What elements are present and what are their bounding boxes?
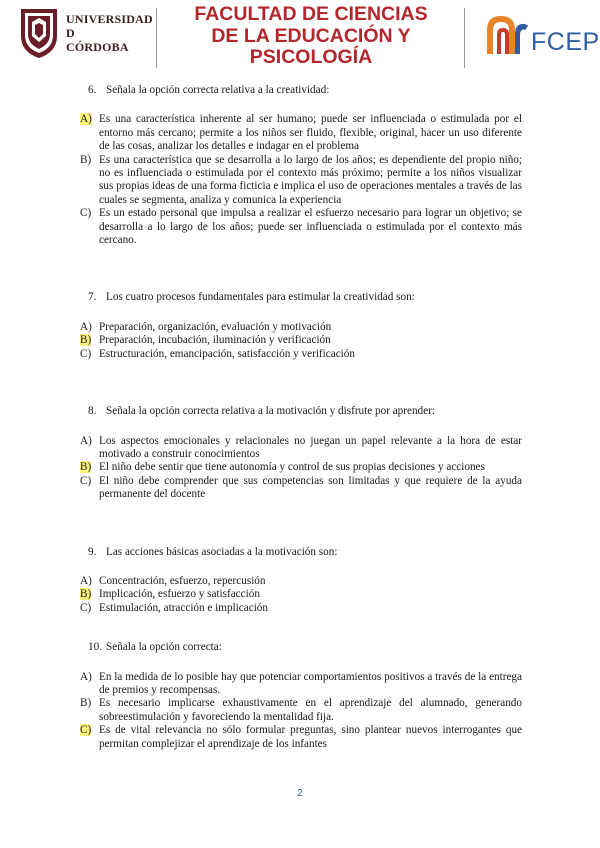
option-text: Es una característica inherente al ser humano; puede ser influenciada o estimulada por el entorno más cercano; permite a los niños ser fluido, flexible, original, hacer un uso diferente de las cosas, analizar los detalles e indagar en el problema	[99, 113, 522, 153]
university-line-2: D	[66, 26, 75, 40]
question-number: 10.	[88, 641, 102, 654]
option-letter	[80, 697, 99, 724]
option-text: Es una característica que se desarrolla a lo largo de los años; es dependiente del propio niño; no es influenciada o estimulada por el contexto más próximo; permite a los niños visualizar sus propias ideas de una forma ficticia e implica el uso de operaciones mentales a través de las cuales se segmenta, analiza y comunica la experiencia	[99, 153, 522, 206]
option-letter	[80, 475, 99, 502]
fcep-label: FCEP	[531, 28, 600, 56]
option-letter	[80, 348, 99, 361]
question-block	[80, 641, 522, 751]
option-letter	[80, 207, 99, 247]
option-letter	[80, 435, 99, 462]
question-number: 6.	[88, 84, 97, 96]
option-letter-text: C)	[80, 347, 92, 360]
question-block	[80, 84, 522, 247]
answer-option	[80, 435, 522, 462]
option-letter	[80, 334, 99, 347]
question-text: Las acciones básicas asociadas a la motivación son:	[106, 545, 338, 558]
answer-option	[80, 724, 522, 751]
question-stem	[88, 84, 522, 97]
question-block	[80, 291, 522, 361]
answer-option	[80, 113, 522, 153]
option-text: Es de vital relevancia no sólo formular preguntas, sino plantear nuevos interrogantes que permitan complejizar el aprendizaje de los infantes	[99, 724, 522, 750]
answer-option	[80, 575, 522, 588]
option-letter-text: C)	[80, 601, 92, 614]
option-letter-text: A)	[80, 670, 92, 683]
highlighted-answer-letter: B)	[80, 461, 92, 474]
option-text: Concentración, esfuerzo, repercusión	[99, 574, 266, 587]
option-letter	[80, 588, 99, 601]
answer-option	[80, 348, 522, 361]
highlighted-answer-letter: C)	[80, 724, 92, 737]
option-letter	[80, 321, 99, 334]
answer-option	[80, 207, 522, 247]
question-list	[80, 84, 522, 751]
university-line-3: CÓRDOBA	[66, 40, 129, 54]
question-text: Señala la opción correcta:	[106, 641, 222, 654]
highlighted-answer-letter: A)	[80, 113, 92, 126]
option-letter-text: A)	[80, 574, 92, 587]
question-number: 7.	[88, 291, 97, 304]
answer-option	[80, 461, 522, 474]
answer-option	[80, 154, 522, 208]
question-text: Señala la opción correcta relativa a la motivación y disfrute por aprender:	[106, 405, 435, 418]
option-letter-text: A)	[80, 434, 92, 447]
question-block	[80, 405, 522, 501]
university-line-1: UNIVERSIDAD	[66, 12, 153, 26]
answer-option	[80, 588, 522, 601]
faculty-title	[168, 4, 454, 69]
option-letter	[80, 575, 99, 588]
option-text: El niño debe sentir que tiene autonomía y control de sus propias decisiones y acciones	[99, 461, 485, 474]
page-header	[0, 0, 600, 78]
question-stem	[88, 641, 522, 654]
option-letter-text: B)	[80, 153, 92, 166]
answer-option	[80, 321, 522, 334]
option-letter-text: B)	[80, 697, 92, 710]
option-letter	[80, 602, 99, 615]
option-text: El niño debe comprender que sus competencias son limitadas y que requiere de la ayuda permanente del docente	[99, 474, 522, 501]
page-number: 2	[297, 788, 303, 799]
question-text: Señala la opción correcta relativa a la creatividad:	[106, 84, 330, 96]
header-divider-left	[156, 8, 157, 68]
answer-option	[80, 602, 522, 615]
option-letter	[80, 724, 99, 751]
university-name	[66, 12, 153, 54]
option-text: Es necesario implicarse exhaustivamente en el aprendizaje del alumnado, generando sobreestimulación y favoreciendo la mentalidad fija.	[99, 697, 522, 723]
option-letter-text: C)	[80, 474, 92, 487]
option-text: Preparación, organización, evaluación y motivación	[99, 320, 332, 333]
option-letter	[80, 671, 99, 698]
highlighted-answer-letter: B)	[80, 588, 92, 601]
option-text: Estimulación, atracción e implicación	[99, 601, 268, 614]
question-number: 9.	[88, 545, 97, 558]
faculty-title-line-3: PSICOLOGÍA	[249, 46, 373, 68]
option-text: Estructuración, emancipación, satisfacción y verificación	[99, 347, 355, 360]
question-block	[80, 546, 522, 616]
header-divider-right	[464, 8, 465, 68]
option-letter	[80, 113, 99, 153]
answer-option	[80, 697, 522, 724]
question-stem	[88, 405, 522, 418]
question-stem	[88, 291, 522, 304]
answer-option	[80, 475, 522, 502]
fcep-arch-logo	[485, 12, 529, 54]
faculty-title-line-1: FACULTAD DE CIENCIAS	[194, 3, 428, 25]
option-text: En la medida de lo posible hay que potenciar comportamientos positivos a través de la entrega de premios y recompensas.	[99, 670, 522, 696]
option-text: Los aspectos emocionales y relacionales no juegan un papel relevante a la hora de estar motivado a construir conocimientos	[99, 434, 522, 460]
answer-option	[80, 334, 522, 347]
faculty-title-line-2: DE LA EDUCACIÓN Y	[211, 24, 411, 47]
option-text: Es un estado personal que impulsa a realizar el esfuerzo necesario para lograr un objetivo; se desarrolla a lo largo de los años; puede ser influenciada o estimulada por el contexto más cercano.	[99, 207, 522, 247]
question-text: Los cuatro procesos fundamentales para estimular la creatividad son:	[106, 291, 415, 304]
option-letter	[80, 154, 99, 208]
option-letter-text: A)	[80, 320, 92, 333]
highlighted-answer-letter: B)	[80, 334, 92, 347]
question-number: 8.	[88, 405, 97, 418]
option-text: Preparación, incubación, iluminación y verificación	[99, 334, 331, 347]
answer-option	[80, 671, 522, 698]
university-shield-logo	[18, 6, 60, 60]
option-letter-text: C)	[80, 207, 92, 220]
option-text: Implicación, esfuerzo y satisfacción	[99, 588, 260, 601]
question-stem	[88, 546, 522, 559]
option-letter	[80, 461, 99, 474]
